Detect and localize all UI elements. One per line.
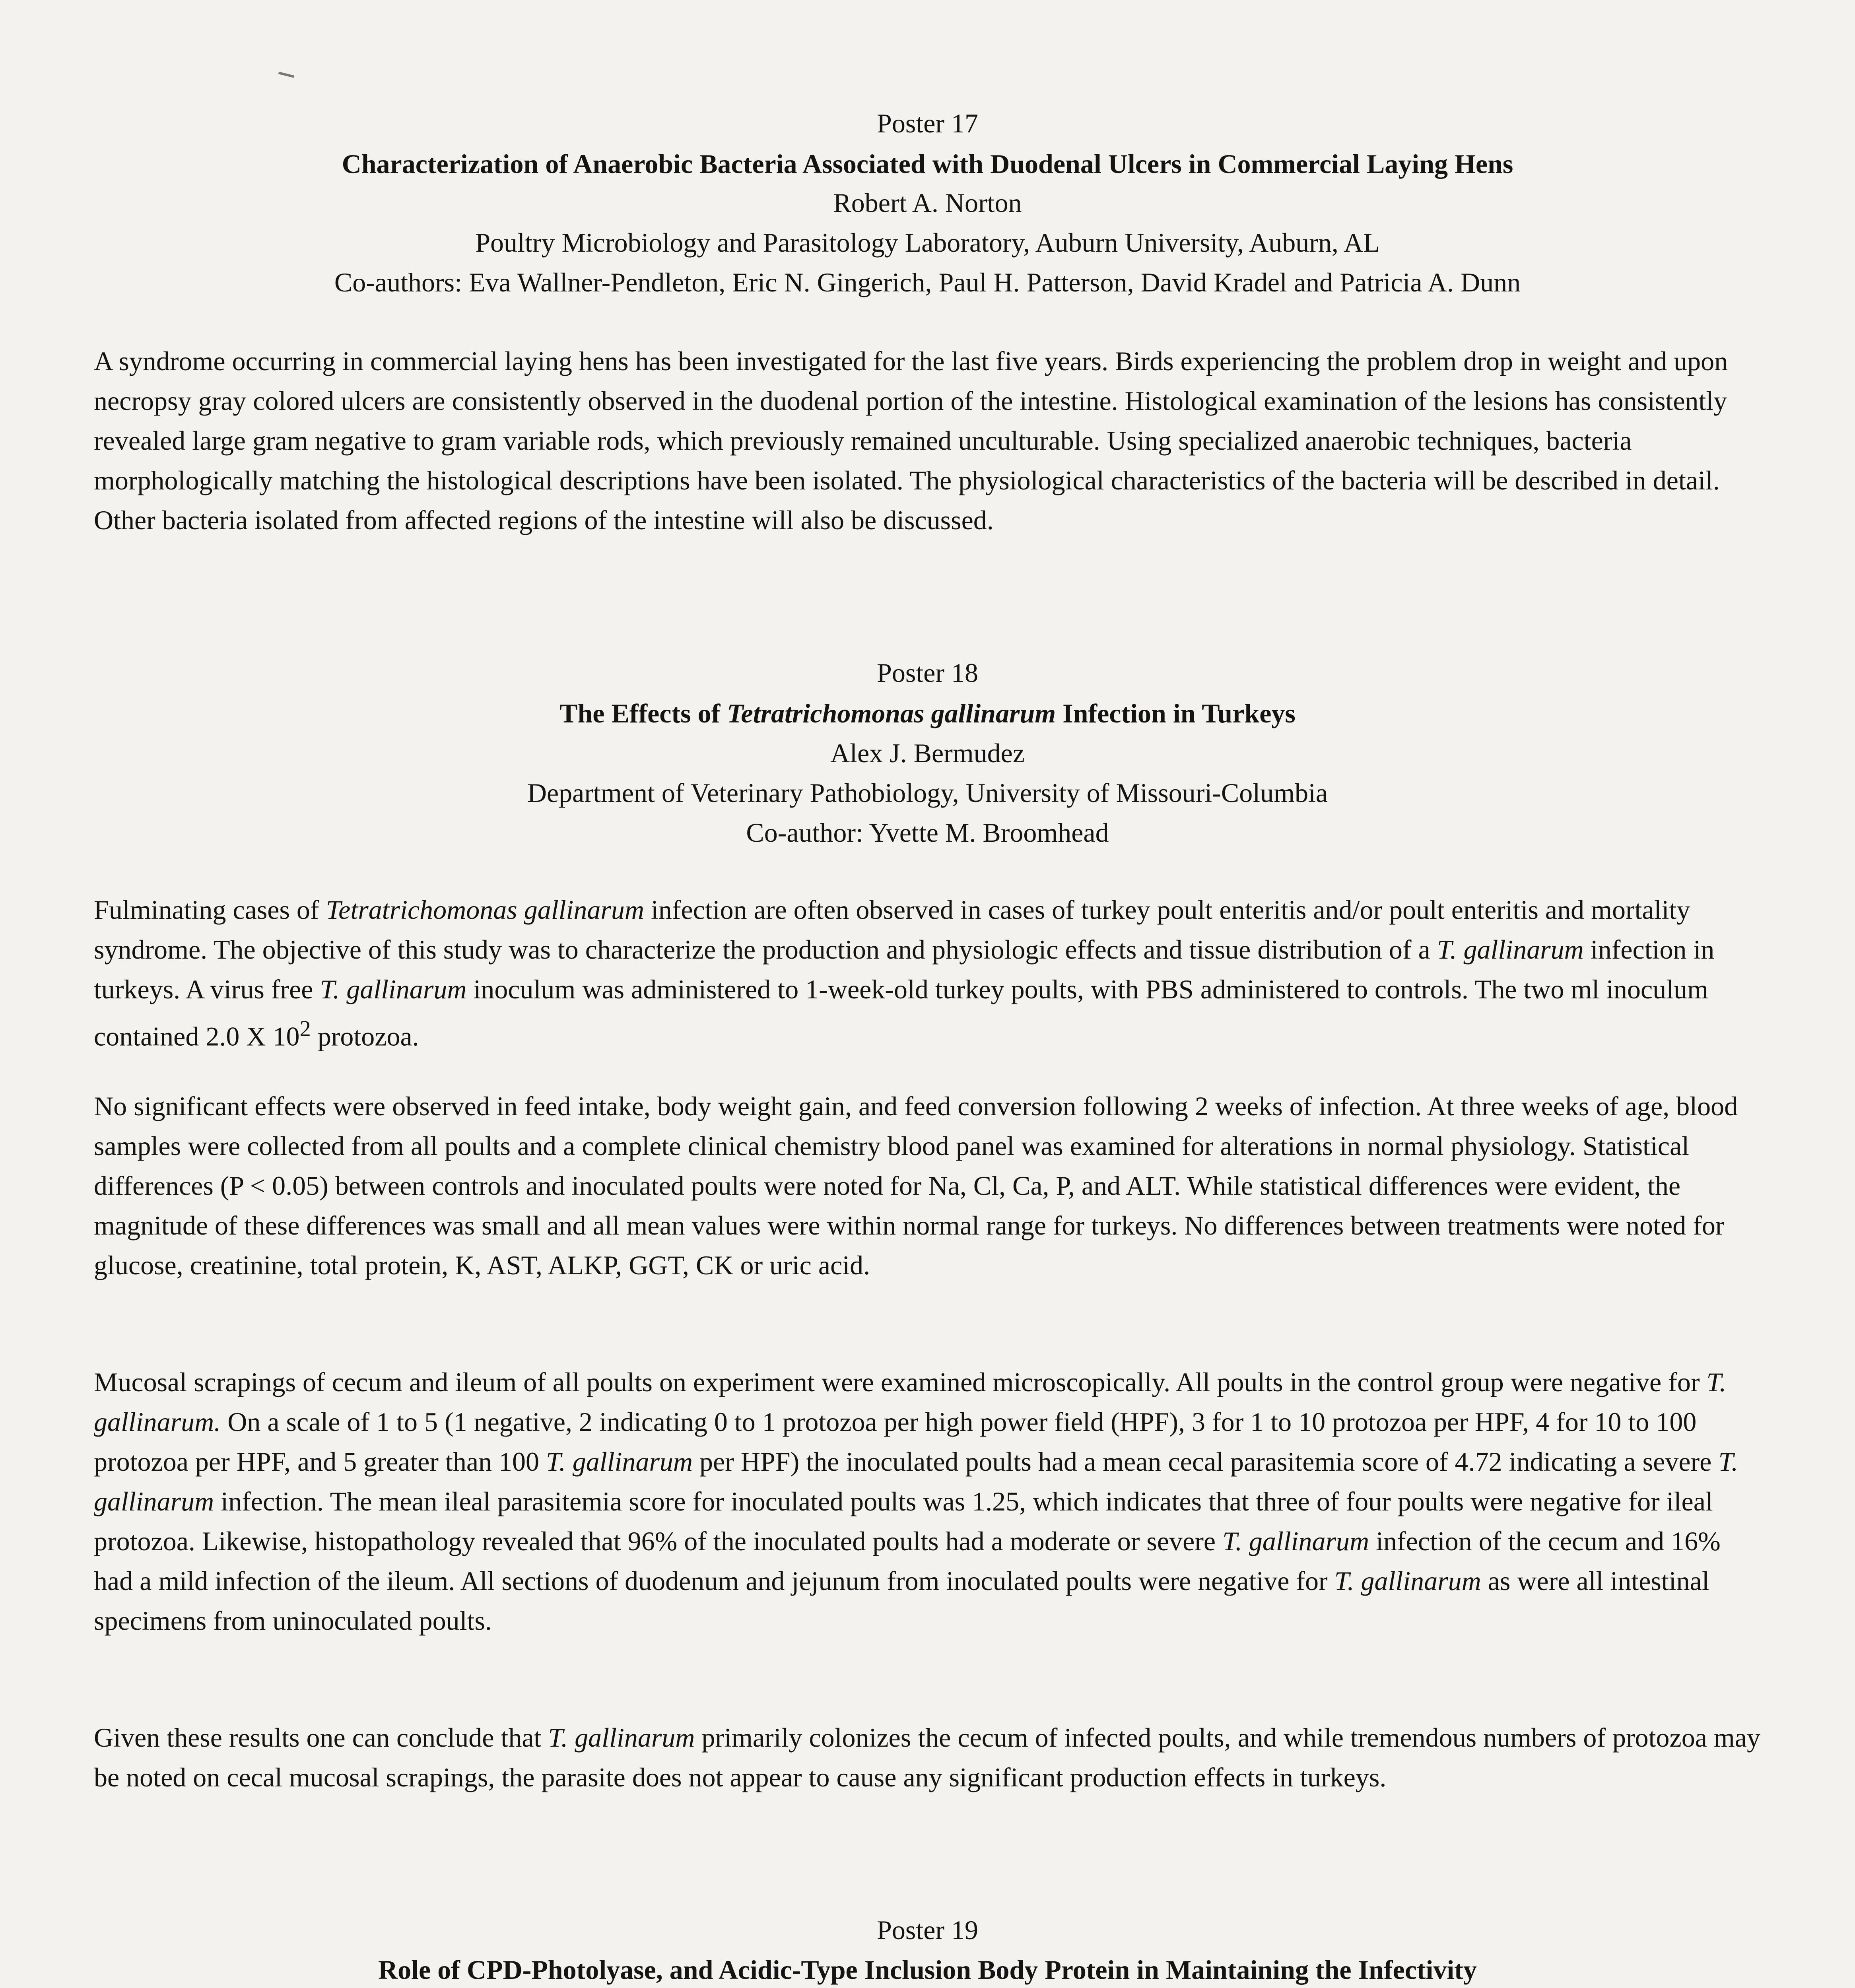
poster-18-paragraph-1 [94,890,1764,1056]
poster-17-author: Robert A. Norton [833,188,1022,218]
text: infection in turkeys. A virus free [94,934,1715,1004]
species: T. gallinarum [94,1446,1738,1516]
species: T. gallinarum [546,1446,693,1477]
species: T. gallinarum [1437,934,1584,965]
text: infection are often observed in cases of turkey poult enteritis and/or poult enteritis and mortality syndrome. The objective of this study was to characterize the production and physiologic effects and tissue distribution of a [94,895,1690,965]
text: per HPF) the inoculated poults had a mean cecal parasitemia score of 4.72 indicating a severe [693,1446,1719,1477]
species: T. gallinarum [320,974,467,1004]
exponent: 2 [299,1017,311,1041]
poster-18-label: Poster 18 [877,658,978,688]
poster-17-coauthors: Co-authors: Eva Wallner-Pendleton, Eric N. Gingerich, Paul H. Patterson, David Kradel and Patricia A. Dunn [334,267,1521,297]
poster-19-label: Poster 19 [877,1915,978,1945]
text: as were all intestinal specimens from uninoculated poults. [94,1566,1709,1636]
text: Given these results one can conclude that [94,1722,548,1753]
text: infection of the cecum and 16% had a mild infection of the ileum. All sections of duodenum and jejunum from inoculated poults were negative for [94,1526,1721,1596]
poster-18-coauthors: Co-author: Yvette M. Broomhead [746,817,1109,848]
species: T. gallinarum [548,1722,695,1753]
poster-18-title [0,697,1855,730]
poster-18-paragraph-4 [94,1718,1764,1797]
text: Fulminating cases of [94,895,326,925]
paragraph: No significant effects were observed in feed intake, body weight gain, and feed conversion following 2 weeks of infection. At three weeks of age, blood samples were collected from all poults and a complete clinical chemistry blood panel was examined for alterations in normal physiology. Statistical differences (P < 0.05) between controls and inoculated poults were noted for Na, Cl, Ca, P, and ALT. While statistical differences were evident, the magnitude of these differences was small and all mean values were within normal range for turkeys. No differences between treatments were noted for glucose, creatinine, total protein, K, AST, ALKP, GGT, CK or uric acid. [94,1091,1738,1280]
text: inoculum was administered to 1-week-old turkey poults, with PBS administered to controls. The two ml inoculum contained 2.0 X 10 [94,974,1709,1052]
poster-18-paragraph-2 [94,1086,1764,1285]
text: On a scale of 1 to 5 (1 negative, 2 indicating 0 to 1 protozoa per high power field (HPF), 3 for 1 to 10 protozoa per HPF, 4 for 10 to 100 protozoa per HPF, and 5 greater than 100 [94,1407,1697,1477]
text: infection. The mean ileal parasitemia score for inoculated poults was 1.25, which indicates that three of four poults were negative for ileal protozoa. Likewise, histopathology revealed that 96% of the inoculated poults had a moderate or severe [94,1486,1713,1556]
text: primarily colonizes the cecum of infected poults, and while tremendous numbers of protozoa may be noted on cecal mucosal scrapings, the parasite does not appear to cause any significant production effects in turkeys. [94,1722,1760,1792]
paragraph [94,1362,1764,1640]
species: Tetratrichomonas gallinarum [326,895,644,925]
poster-18-affiliation: Department of Veterinary Pathobiology, University of Missouri-Columbia [527,778,1328,808]
scan-mark [278,72,294,78]
poster-17-label: Poster 17 [877,108,978,138]
poster-18-paragraph-3 [94,1362,1764,1640]
poster-17-abstract [94,341,1764,540]
poster-18-author: Alex J. Bermudez [830,738,1025,768]
poster-17-title: Characterization of Anaerobic Bacteria Associated with Duodenal Ulcers in Commercial Laying Hens [342,149,1513,179]
paragraph [94,1718,1764,1797]
paragraph [94,890,1764,1056]
species: T. gallinarum [1222,1526,1369,1556]
paragraph: A syndrome occurring in commercial laying hens has been investigated for the last five years. Birds experiencing the problem drop in weight and upon necropsy gray colored ulcers are consistently observed in the duodenal portion of the intestine. Histological examination of the lesions has consistently revealed large gram negative to gram variable rods, which previously remained unculturable. Using specialized anaerobic techniques, bacteria morphologically matching the histological descriptions have been isolated. The physiological characteristics of the bacteria will be described in detail. Other bacteria isolated from affected regions of the intestine will also be discussed. [94,346,1728,535]
poster-17-affiliation: Poultry Microbiology and Parasitology Laboratory, Auburn University, Auburn, AL [475,227,1380,258]
text: protozoa. [311,1021,419,1052]
text: Mucosal scrapings of cecum and ileum of all poults on experiment were examined microscopically. All poults in the control group were negative for [94,1367,1707,1397]
species: T. gallinarum. [94,1367,1727,1437]
title-part: The Effects of [559,698,727,728]
title-species: Tetratrichomonas gallinarum [727,698,1056,728]
title-part: Infection in Turkeys [1056,698,1296,728]
poster-19-title-line-1: Role of CPD-Photolyase, and Acidic-Type Inclusion Body Protein in Maintaining the Infectivity [378,1955,1477,1985]
species: T. gallinarum [1334,1566,1481,1596]
